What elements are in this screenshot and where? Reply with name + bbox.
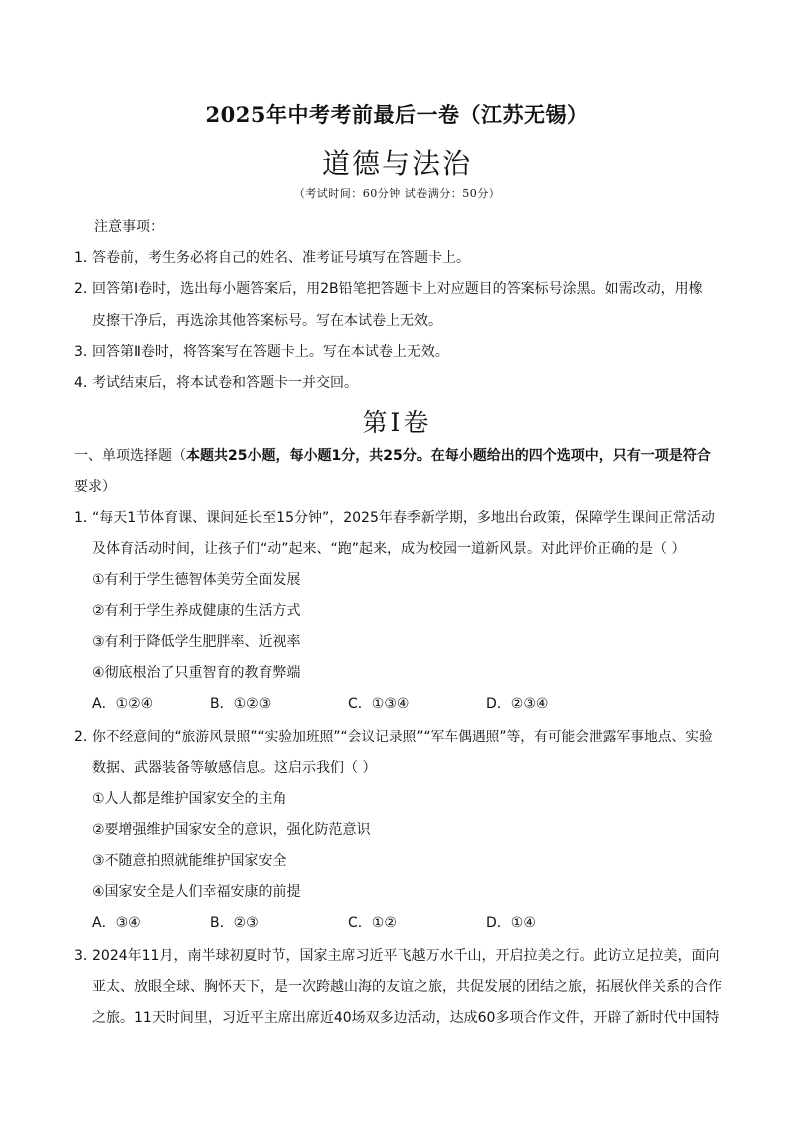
question-number: 3． — [74, 948, 97, 964]
question-text: 你不经意间的“旅游风景照”“实验加班照”“会议记录照”“军车偶遇照”等，有可能会泄露军事地点、实验 — [92, 729, 713, 745]
instruction-bold: 本题共25小题，每小题1分，共25分。在每小题给出的四个选项中，只有一项是符合 — [186, 448, 711, 464]
note-number: 2． — [74, 281, 97, 297]
question-text: 之旅。11天时间里，习近平主席出席近40场双多边活动，达成60多项合作文件，开辟了新时代中国特 — [92, 1010, 720, 1026]
option-b: B．①②③ — [210, 696, 272, 712]
exam-title: 2025年中考考前最后一卷（江苏无锡） — [205, 102, 589, 127]
note-text: 皮擦干净后，再选涂其他答案标号。写在本试卷上无效。 — [92, 313, 442, 329]
question-text: 及体育活动时间，让孩子们“动”起来、“跑”起来，成为校园一道新风景。对此评价正确的是（ ） — [92, 541, 686, 557]
question-text: 2024年11月，南半球初夏时节，国家主席习近平飞越万水千山，开启拉美之行。此访立足拉美，面向 — [92, 948, 720, 964]
question-number: 1． — [74, 510, 97, 526]
subject-title: 道德与法治 — [321, 147, 472, 180]
statement-item: ③不随意拍照就能维护国家安全 — [92, 853, 287, 869]
option-a: A．①②④ — [92, 696, 154, 712]
note-text: 回答第Ⅱ卷时，将答案写在答题卡上。写在本试卷上无效。 — [92, 344, 449, 360]
option-d: D．②③④ — [486, 696, 549, 712]
section-instruction-line2: 要求） — [74, 479, 116, 495]
statement-item: ②有利于学生养成健康的生活方式 — [92, 603, 301, 619]
section-instruction — [74, 446, 711, 466]
statement-item: ④彻底根治了只重智育的教育弊端 — [92, 665, 301, 681]
notes-heading: 注意事项： — [94, 219, 164, 235]
option-a: A．③④ — [92, 915, 141, 931]
section-title: 第Ⅰ卷 — [362, 408, 432, 437]
statement-item: ①有利于学生德智体美劳全面发展 — [92, 572, 301, 588]
exam-info: （考试时间：60分钟 试卷满分：50分） — [293, 187, 501, 200]
instruction-prefix: 一、单项选择题（ — [74, 448, 186, 464]
note-text: 回答第Ⅰ卷时，选出每小题答案后，用2B铅笔把答题卡上对应题目的答案标号涂黑。如需改动，用橡 — [92, 281, 703, 297]
question-text: “每天1节体育课、课间延长至15分钟”，2025年春季新学期，多地出台政策，保障学生课间正常活动 — [92, 510, 715, 526]
statement-item: ③有利于降低学生肥胖率、近视率 — [92, 634, 301, 650]
note-number: 4． — [74, 375, 97, 391]
option-c: C．①② — [348, 915, 397, 931]
option-d: D．①④ — [486, 915, 536, 931]
question-text: 数据、武器装备等敏感信息。这启示我们（ ） — [92, 760, 377, 776]
statement-item: ①人人都是维护国家安全的主角 — [92, 791, 287, 807]
note-text: 答卷前，考生务必将自己的姓名、准考证号填写在答题卡上。 — [92, 250, 470, 266]
statement-item: ②要增强维护国家安全的意识，强化防范意识 — [92, 822, 371, 838]
note-number: 3． — [74, 344, 97, 360]
option-c: C．①③④ — [348, 696, 410, 712]
question-number: 2． — [74, 729, 97, 745]
question-text: 亚太、放眼全球、胸怀天下，是一次跨越山海的友谊之旅，共促发展的团结之旅，拓展伙伴关系的合作 — [92, 979, 722, 995]
note-number: 1． — [74, 250, 97, 266]
option-b: B．②③ — [210, 915, 259, 931]
note-text: 考试结束后，将本试卷和答题卡一并交回。 — [92, 375, 358, 391]
statement-item: ④国家安全是人们幸福安康的前提 — [92, 884, 301, 900]
